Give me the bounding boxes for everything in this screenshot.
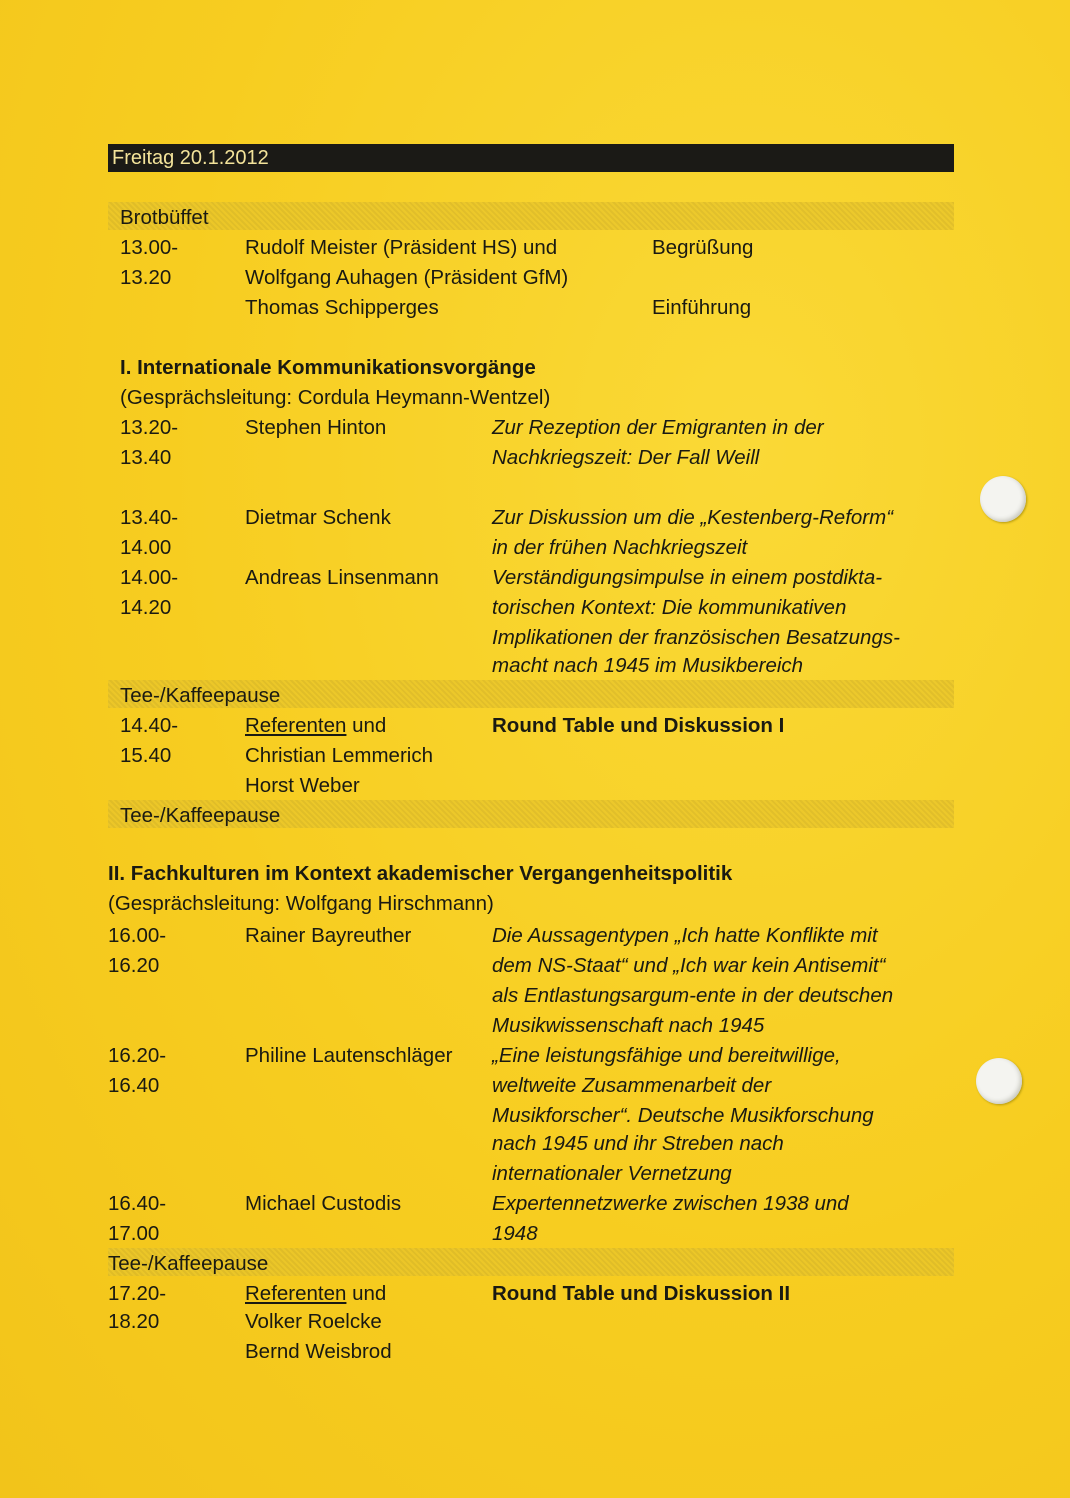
round-table-speakers xyxy=(245,1282,386,1306)
speaker-name: Stephen Hinton xyxy=(245,416,387,439)
talk-title-line: Zur Rezeption der Emigranten in der xyxy=(492,416,824,439)
section-heading: II. Fachkulturen im Kontext akademischer Vergangenheitspolitik xyxy=(108,862,733,885)
speaker-name: Andreas Linsenmann xyxy=(245,566,439,589)
talk-title-line: nach 1945 und ihr Streben nach xyxy=(492,1132,784,1155)
referenten-label: Referenten xyxy=(245,714,347,737)
time-end: 14.20 xyxy=(120,596,172,619)
session-title: Einführung xyxy=(652,296,752,319)
time-start: 14.40- xyxy=(120,714,179,737)
speaker-name: Christian Lemmerich xyxy=(245,744,433,767)
talk-title-line: Die Aussagentypen „Ich hatte Konflikte mit xyxy=(492,924,878,947)
speaker-name: Rainer Bayreuther xyxy=(245,924,412,947)
talk-title-line: macht nach 1945 im Musikbereich xyxy=(492,654,804,677)
pause-label: Tee-/Kaffeepause xyxy=(120,804,281,827)
round-table-title: Round Table und Diskussion II xyxy=(492,1282,791,1305)
speaker-name: Michael Custodis xyxy=(245,1192,402,1215)
day-header-bar xyxy=(108,144,954,172)
round-table-speakers xyxy=(245,714,386,738)
talk-title-line: torischen Kontext: Die kommunikativen xyxy=(492,596,847,619)
talk-title-line: in der frühen Nachkriegszeit xyxy=(492,536,748,559)
time-end: 13.20 xyxy=(120,266,172,289)
talk-title-line: als Entlastungsargum-ente in der deutschen xyxy=(492,984,894,1007)
speaker-name: Volker Roelcke xyxy=(245,1310,382,1333)
time-end: 18.20 xyxy=(108,1310,160,1333)
time-start: 13.20- xyxy=(120,416,179,439)
talk-title-line: Implikationen der französischen Besatzungs- xyxy=(492,626,900,649)
time-end: 13.40 xyxy=(120,446,172,469)
time-start: 14.00- xyxy=(120,566,179,589)
speaker-name: Philine Lautenschläger xyxy=(245,1044,453,1067)
talk-title-line: 1948 xyxy=(492,1222,538,1245)
section-heading: I. Internationale Kommunikationsvorgänge xyxy=(120,356,536,379)
moderation-line: (Gesprächsleitung: Cordula Heymann-Wentzel) xyxy=(120,386,551,409)
speaker-name: Rudolf Meister (Präsident HS) und xyxy=(245,236,558,259)
pause-label: Tee-/Kaffeepause xyxy=(108,1252,269,1275)
talk-title-line: „Eine leistungsfähige und bereitwillige, xyxy=(492,1044,841,1067)
talk-title-line: Nachkriegszeit: Der Fall Weill xyxy=(492,446,760,469)
time-start: 13.40- xyxy=(120,506,179,529)
time-end: 16.20 xyxy=(108,954,160,977)
session-title: Begrüßung xyxy=(652,236,754,259)
speaker-name: Dietmar Schenk xyxy=(245,506,391,529)
brotbuffet-label: Brotbüffet xyxy=(120,206,209,229)
round-table-title: Round Table und Diskussion I xyxy=(492,714,785,737)
day-title: Freitag 20.1.2012 xyxy=(112,147,269,169)
und-label: und xyxy=(346,1282,387,1305)
speaker-name: Horst Weber xyxy=(245,774,360,797)
time-end: 14.00 xyxy=(120,536,172,559)
moderation-line: (Gesprächsleitung: Wolfgang Hirschmann) xyxy=(108,892,494,915)
shade-brotbuffet xyxy=(108,202,954,230)
time-start: 17.20- xyxy=(108,1282,167,1305)
speaker-name: Bernd Weisbrod xyxy=(245,1340,392,1363)
talk-title-line: weltweite Zusammenarbeit der xyxy=(492,1074,772,1097)
pause-label: Tee-/Kaffeepause xyxy=(120,684,281,707)
time-start: 13.00- xyxy=(120,236,179,259)
talk-title-line: Musikforscher“. Deutsche Musikforschung xyxy=(492,1104,874,1127)
speaker-name: Thomas Schipperges xyxy=(245,296,439,319)
talk-title-line: Zur Diskussion um die „Kestenberg-Reform“ xyxy=(492,506,894,529)
talk-title-line: dem NS-Staat“ und „Ich war kein Antisemit“ xyxy=(492,954,886,977)
talk-title-line: Verständigungsimpulse in einem postdikta- xyxy=(492,566,883,589)
time-end: 17.00 xyxy=(108,1222,160,1245)
punch-hole xyxy=(980,476,1026,522)
talk-title-line: Expertennetzwerke zwischen 1938 und xyxy=(492,1192,849,1215)
time-start: 16.40- xyxy=(108,1192,167,1215)
time-end: 16.40 xyxy=(108,1074,160,1097)
talk-title-line: internationaler Vernetzung xyxy=(492,1162,732,1185)
referenten-label: Referenten xyxy=(245,1282,347,1305)
punch-hole xyxy=(976,1058,1022,1104)
time-end: 15.40 xyxy=(120,744,172,767)
time-start: 16.00- xyxy=(108,924,167,947)
speaker-name: Wolfgang Auhagen (Präsident GfM) xyxy=(245,266,569,289)
time-start: 16.20- xyxy=(108,1044,167,1067)
und-label: und xyxy=(346,714,387,737)
talk-title-line: Musikwissenschaft nach 1945 xyxy=(492,1014,765,1037)
